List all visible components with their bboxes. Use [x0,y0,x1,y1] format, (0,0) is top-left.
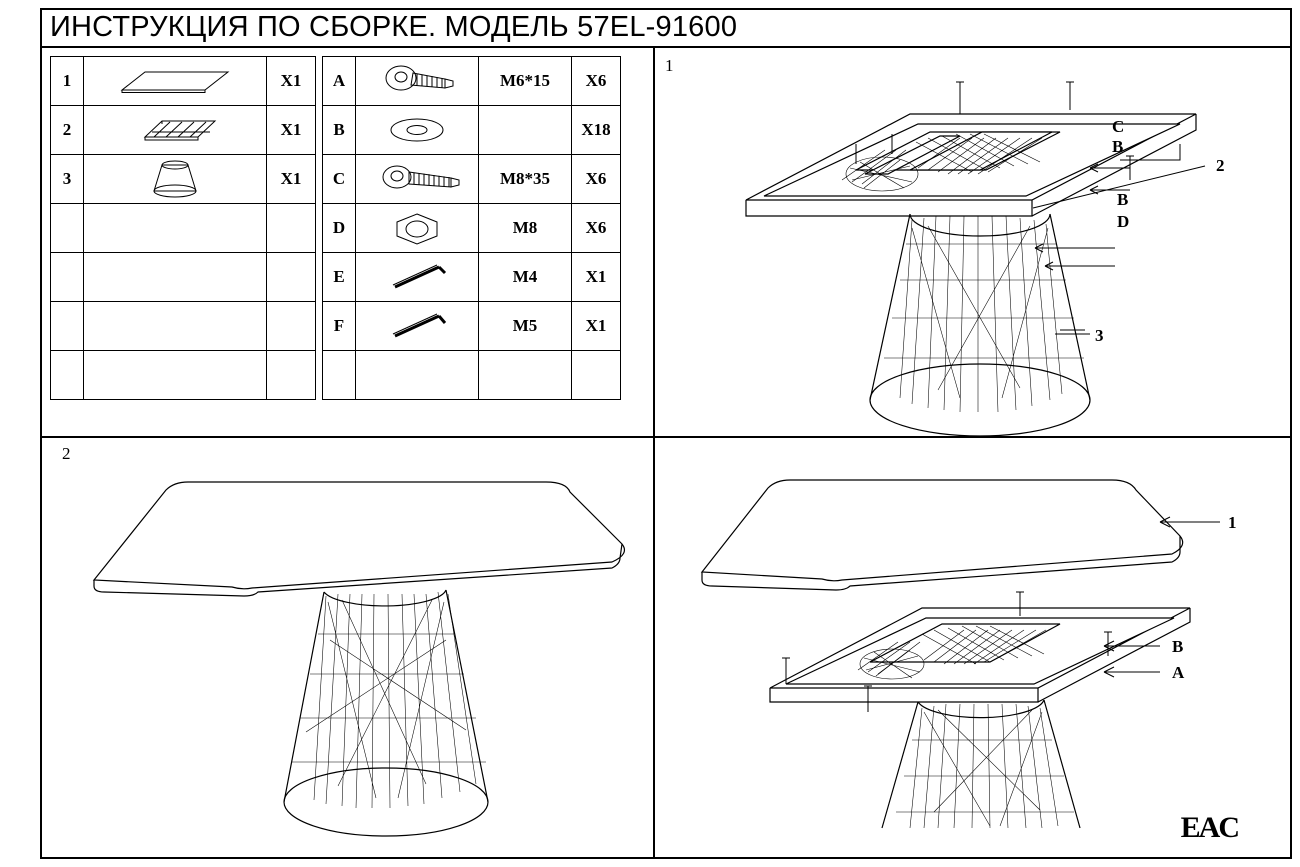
step1-drawing [660,48,1290,436]
allen-key-icon [367,257,467,297]
parts-table [50,56,621,400]
panel-qty [267,302,316,351]
cone-base-icon [100,157,250,201]
hardware-qty [572,351,621,400]
panel-qty [267,204,316,253]
panel-number [51,253,84,302]
callout-c-step1: C [1112,117,1125,136]
callout-b2-step1: B [1117,190,1129,209]
hardware-qty: X18 [572,106,621,155]
panel-icon-base [84,155,267,204]
callout-b-step3: B [1172,637,1184,656]
table-row [51,204,621,253]
panel-icon-empty [84,204,267,253]
panel-icon-empty [84,253,267,302]
hardware-qty: X1 [572,253,621,302]
panel-number [51,302,84,351]
hardware-letter: E [323,253,356,302]
allen-key-icon [367,306,467,346]
frame-bracket-icon [100,113,250,147]
panel-number: 1 [51,57,84,106]
step3-drawing [660,440,1290,858]
hardware-size [479,106,572,155]
panel-icon-empty [84,351,267,400]
step2-drawing [46,440,652,858]
hardware-letter: C [323,155,356,204]
table-gap [316,57,323,400]
hardware-size: M5 [479,302,572,351]
step2-number: 2 [62,444,71,463]
callout-2-step1: 2 [1216,156,1225,175]
title-bar [40,8,1292,48]
hardware-icon-bolt-a [356,57,479,106]
table-row [51,106,621,155]
hardware-size: M6*15 [479,57,572,106]
panel-number [51,351,84,400]
callout-a-step3: A [1172,663,1185,682]
hardware-size [479,351,572,400]
divider-horizontal [40,436,1292,438]
hardware-qty: X6 [572,204,621,253]
hardware-letter: F [323,302,356,351]
hex-socket-bolt-long-icon [367,160,467,198]
hardware-icon-empty [356,351,479,400]
callout-b-step1: B [1112,137,1124,156]
hardware-icon-allen-e [356,253,479,302]
panel-qty [267,253,316,302]
hardware-size: M8*35 [479,155,572,204]
callout-d-step1: D [1117,212,1130,231]
panel-icon-table-top [84,57,267,106]
callout-1-step3: 1 [1228,513,1237,532]
washer-icon [367,111,467,149]
hardware-size: M4 [479,253,572,302]
hardware-letter: D [323,204,356,253]
panel-qty [267,351,316,400]
table-row [51,57,621,106]
hardware-letter [323,351,356,400]
panel-qty: X1 [267,155,316,204]
hardware-icon-washer-b [356,106,479,155]
table-row [51,253,621,302]
hex-nut-icon [367,208,467,248]
hardware-qty: X6 [572,57,621,106]
divider-vertical-bottom [653,438,655,859]
panel-icon-frame [84,106,267,155]
page-title: ИНСТРУКЦИЯ ПО СБОРКЕ. МОДЕЛЬ 57EL-91600 [50,10,738,43]
table-top-glass-icon [100,64,250,98]
hardware-qty: X6 [572,155,621,204]
table-row [51,155,621,204]
hardware-size: M8 [479,204,572,253]
hardware-icon-allen-f [356,302,479,351]
step1-number: 1 [665,56,674,75]
callout-3-step1: 3 [1095,326,1104,345]
panel-qty: X1 [267,57,316,106]
divider-vertical-top [653,48,655,436]
panel-icon-empty [84,302,267,351]
panel-number [51,204,84,253]
hex-socket-bolt-icon [367,62,467,100]
eac-mark: EAC [1180,811,1238,844]
hardware-letter: A [323,57,356,106]
table-row [51,302,621,351]
panel-number: 3 [51,155,84,204]
panel-qty: X1 [267,106,316,155]
table-row [51,351,621,400]
hardware-qty: X1 [572,302,621,351]
hardware-letter: B [323,106,356,155]
hardware-icon-nut-d [356,204,479,253]
hardware-icon-bolt-c [356,155,479,204]
panel-number: 2 [51,106,84,155]
